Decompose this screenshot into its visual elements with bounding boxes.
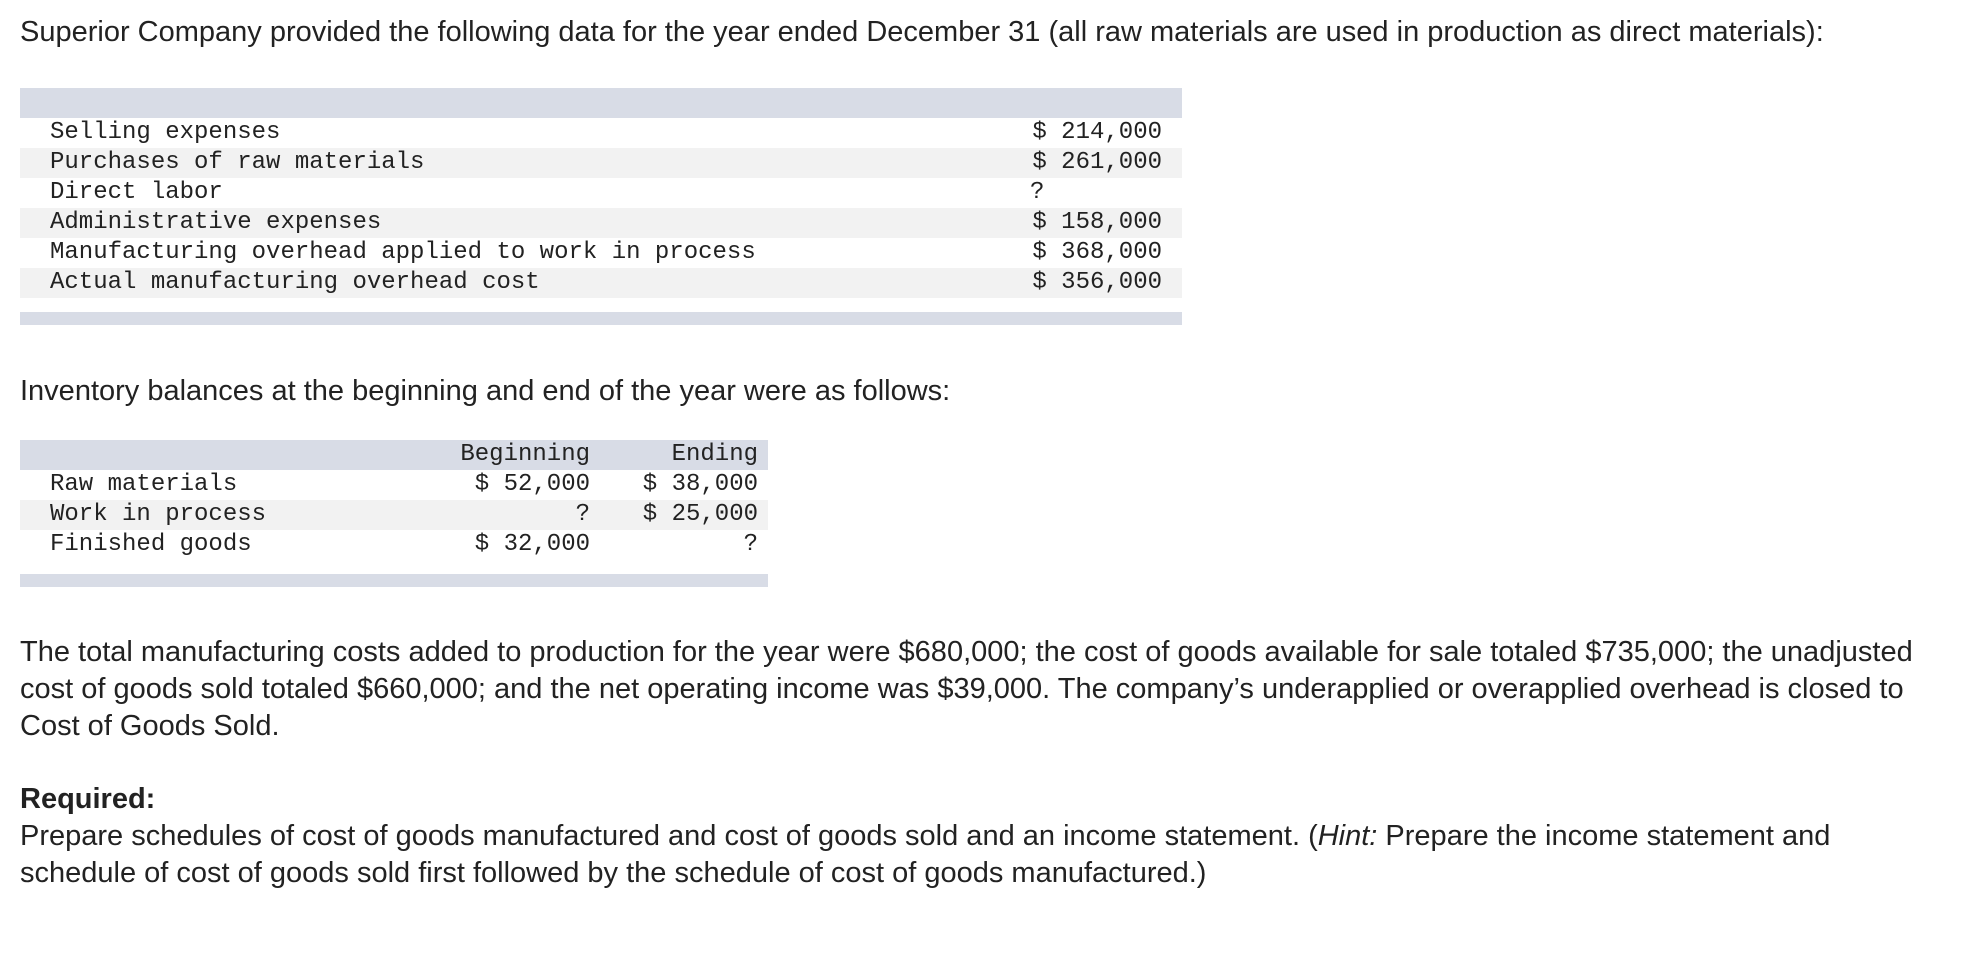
ending-value: $ 25,000 [642, 501, 758, 528]
inventory-intro: Inventory balances at the beginning and end of the year were as follows: [20, 375, 951, 407]
row-amount: $ 158,000 [1032, 209, 1162, 236]
problem-content [20, 14, 1940, 892]
inventory-table [20, 440, 768, 587]
table-footer-band [20, 312, 1182, 325]
row-amount: $ 261,000 [1032, 149, 1162, 176]
expense-data-table [20, 88, 1182, 325]
row-amount: $ 368,000 [1032, 239, 1162, 266]
header-beginning: Beginning [460, 441, 590, 468]
required-text [20, 818, 1940, 892]
header-spacer [20, 440, 410, 470]
row-label: Actual manufacturing overhead cost [50, 269, 540, 296]
table-row [20, 118, 1182, 148]
beginning-value: $ 32,000 [474, 531, 590, 558]
header-ending: Ending [671, 441, 758, 468]
ending-value: $ 38,000 [642, 471, 758, 498]
table-row [20, 238, 1182, 268]
table-header-row [20, 440, 768, 470]
intro-paragraph: Superior Company provided the following data for the year ended December 31 (all raw materials are used in production as direct materials): [20, 16, 1824, 48]
row-label: Administrative expenses [50, 209, 382, 236]
table-row [20, 530, 768, 560]
table-row [20, 178, 1182, 208]
row-label: Purchases of raw materials [50, 149, 425, 176]
ending-value: ? [743, 531, 758, 558]
hint-label: Hint: [1317, 820, 1378, 852]
row-label: Work in process [50, 501, 267, 528]
row-label: Direct labor [50, 179, 223, 206]
row-amount-unknown [942, 178, 1182, 208]
table-header-band [20, 88, 1182, 118]
table-row [20, 470, 768, 500]
required-text-part1: Prepare schedules of cost of goods manufactured and cost of goods sold and an income statement. ( [20, 820, 1318, 852]
beginning-value: ? [575, 501, 590, 528]
row-label: Manufacturing overhead applied to work in process [50, 239, 756, 266]
row-label: Raw materials [50, 471, 238, 498]
table-row [20, 500, 768, 530]
required-text-part2: Prepare the income statement and schedule of cost of goods sold first followed by the schedule of cost of goods manufactured.) [20, 820, 1831, 889]
row-amount: $ 214,000 [1032, 119, 1162, 146]
table-row [20, 148, 1182, 178]
table-footer-band [20, 574, 768, 587]
summary-paragraph: The total manufacturing costs added to production for the year were $680,000; the cost of goods available for sale totaled $735,000; the unadjusted cost of goods sold totaled $660,000; and the net operating income was $39,000. The company’s underapplied or overapplied overhead is closed to Cost of Goods Sold. [20, 636, 1913, 742]
row-label: Finished goods [50, 531, 252, 558]
unknown-value: ? [1030, 179, 1045, 206]
row-amount: $ 356,000 [1032, 269, 1162, 296]
required-heading: Required: [20, 783, 156, 815]
row-label: Selling expenses [50, 119, 281, 146]
table-row [20, 268, 1182, 298]
table-row [20, 208, 1182, 238]
beginning-value: $ 52,000 [474, 471, 590, 498]
